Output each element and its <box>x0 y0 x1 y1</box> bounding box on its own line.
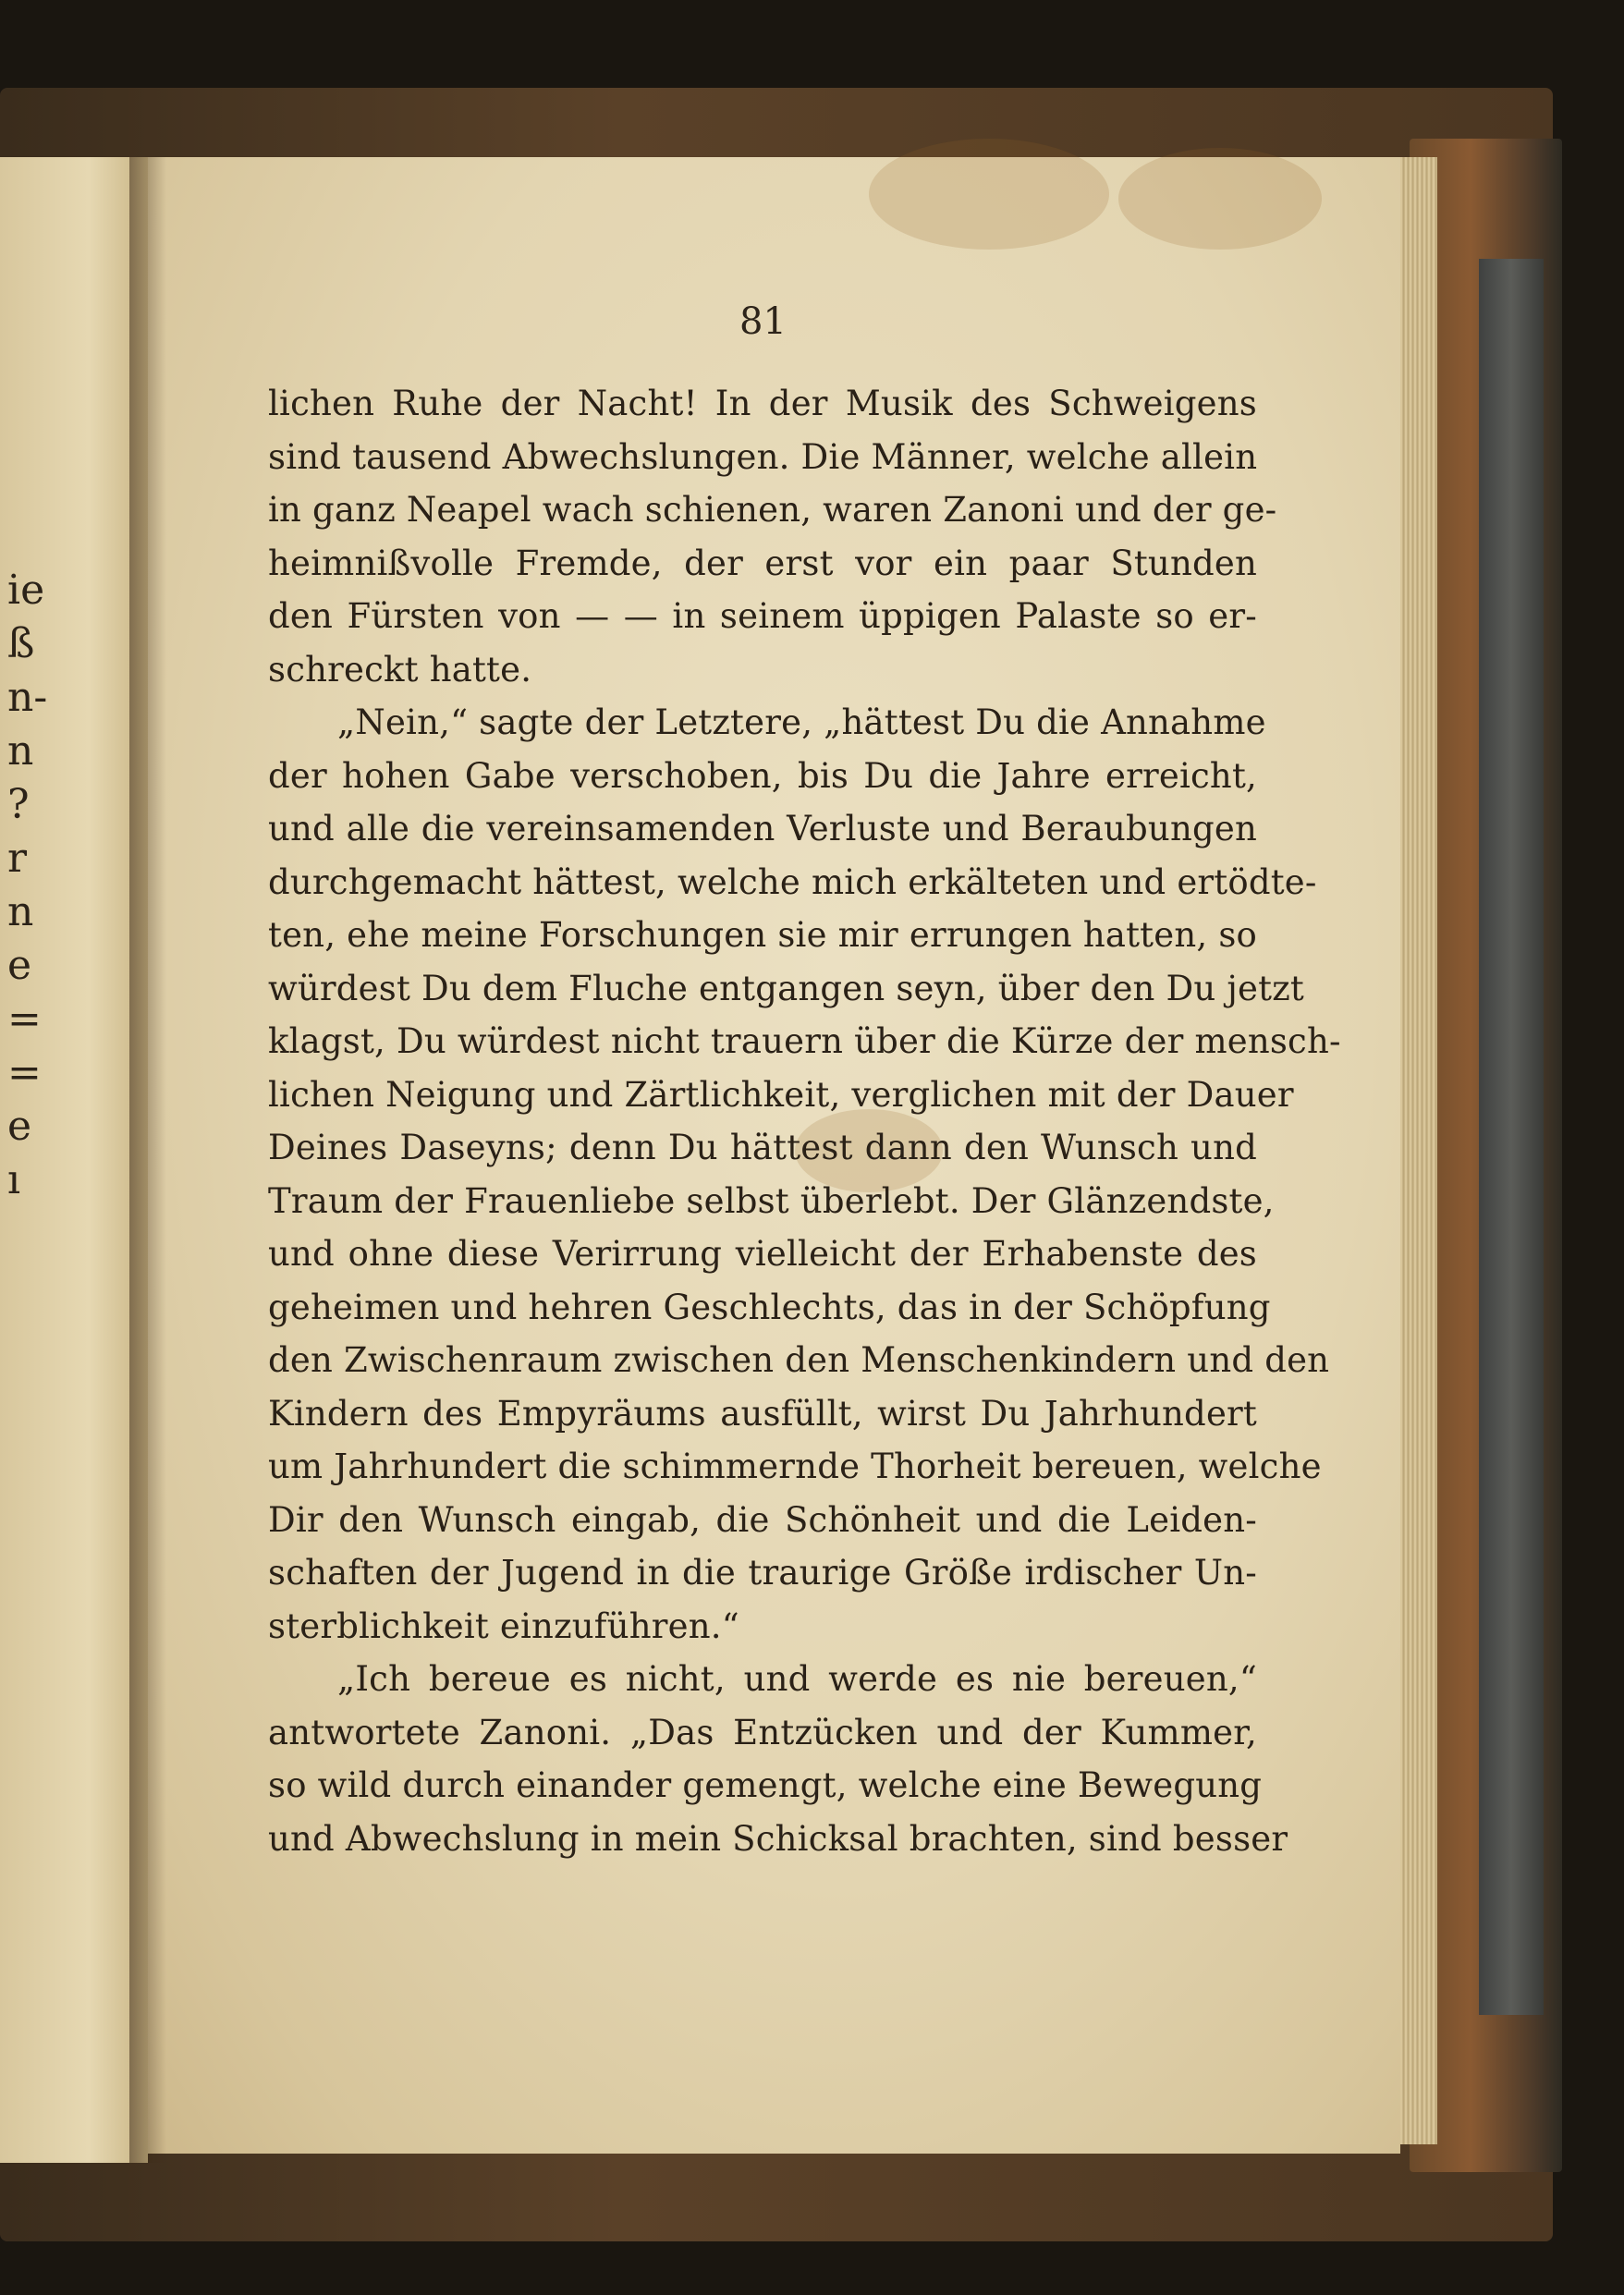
text-line: Deines Daseyns; denn Du hättest dann den Wunsch und <box>268 1128 1257 1167</box>
text-line: in ganz Neapel wach schienen, waren Zanoni und der ge- <box>268 490 1277 530</box>
text-line: um Jahrhundert die schimmernde Thorheit bereuen, welche <box>268 1447 1322 1486</box>
cover-cloth-strip <box>1479 259 1544 2015</box>
text-line: „Ich bereue es nicht, und werde es nie bereuen,“ <box>337 1659 1257 1699</box>
text-line: sterblichkeit einzuführen.“ <box>268 1605 739 1646</box>
text-line: „Nein,“ sagte der Letztere, „hättest Du die Annahme <box>337 702 1266 742</box>
body-text <box>268 377 1341 1865</box>
left-page-fragment: ı <box>7 1156 21 1203</box>
left-page <box>0 157 148 2163</box>
text-line: lichen Ruhe der Nacht! In der Musik des Schweigens <box>268 384 1257 423</box>
text-line: klagst, Du würdest nicht trauern über die Kürze der mensch- <box>268 1021 1341 1061</box>
text-line: so wild durch einander gemengt, welche eine Bewegung <box>268 1765 1263 1805</box>
text-line: und ohne diese Verirrung vielleicht der Erhabenste des <box>268 1234 1257 1274</box>
left-page-fragment: n <box>7 727 34 775</box>
left-page-fragment: n- <box>7 674 48 721</box>
text-line: schreckt hatte. <box>268 649 532 690</box>
page-stain <box>869 139 1109 250</box>
left-page-fragment: ? <box>7 781 30 828</box>
page-stain <box>1118 148 1322 250</box>
text-line: den Zwischenraum zwischen den Menschenkindern und den <box>268 1340 1330 1380</box>
page-gutter-shadow <box>129 157 166 2163</box>
text-line: Dir den Wunsch eingab, die Schönheit und die Leiden- <box>268 1499 1257 1540</box>
text-line: Kindern des Empyräums ausfüllt, wirst Du Jahrhundert <box>268 1393 1257 1434</box>
page-number: 81 <box>739 300 787 343</box>
text-line: lichen Neigung und Zärtlichkeit, verglichen mit der Dauer <box>268 1074 1294 1115</box>
left-page-fragment: n <box>7 888 34 935</box>
left-page-fragment: e <box>7 1103 32 1150</box>
left-page-text-fragments <box>7 564 48 1207</box>
text-line: sind tausend Abwechslungen. Die Männer, welche allein <box>268 436 1258 477</box>
text-line: durchgemacht hättest, welche mich erkälteten und ertödte- <box>268 861 1317 902</box>
text-line: würdest Du dem Fluche entgangen seyn, über den Du jetzt <box>268 968 1304 1008</box>
page-edges <box>1396 157 1437 2144</box>
text-line: Traum der Frauenliebe selbst überlebt. Der Glänzendste, <box>268 1180 1275 1221</box>
left-page-fragment: r <box>7 835 28 882</box>
left-page-fragment: e <box>7 942 32 989</box>
text-line: und Abwechslung in mein Schicksal brachten, sind besser <box>268 1818 1288 1859</box>
text-line: und alle die vereinsamenden Verluste und Beraubungen <box>268 809 1257 848</box>
text-line: schaften der Jugend in die traurige Größe irdischer Un- <box>268 1553 1257 1593</box>
text-line: heimnißvolle Fremde, der erst vor ein paar Stunden <box>268 543 1257 583</box>
left-page-fragment: ß <box>7 620 35 667</box>
left-page-fragment: = <box>7 1049 42 1096</box>
text-line: geheimen und hehren Geschlechts, das in der Schöpfung <box>268 1287 1271 1327</box>
left-page-fragment: = <box>7 995 42 1043</box>
text-line: antwortete Zanoni. „Das Entzücken und der Kummer, <box>268 1712 1257 1752</box>
text-line: ten, ehe meine Forschungen sie mir errungen hatten, so <box>268 915 1257 955</box>
left-page-fragment: ie <box>7 567 45 614</box>
text-line: den Fürsten von — — in seinem üppigen Palaste so er- <box>268 596 1257 636</box>
text-line: der hohen Gabe verschoben, bis Du die Jahre erreicht, <box>268 755 1257 796</box>
